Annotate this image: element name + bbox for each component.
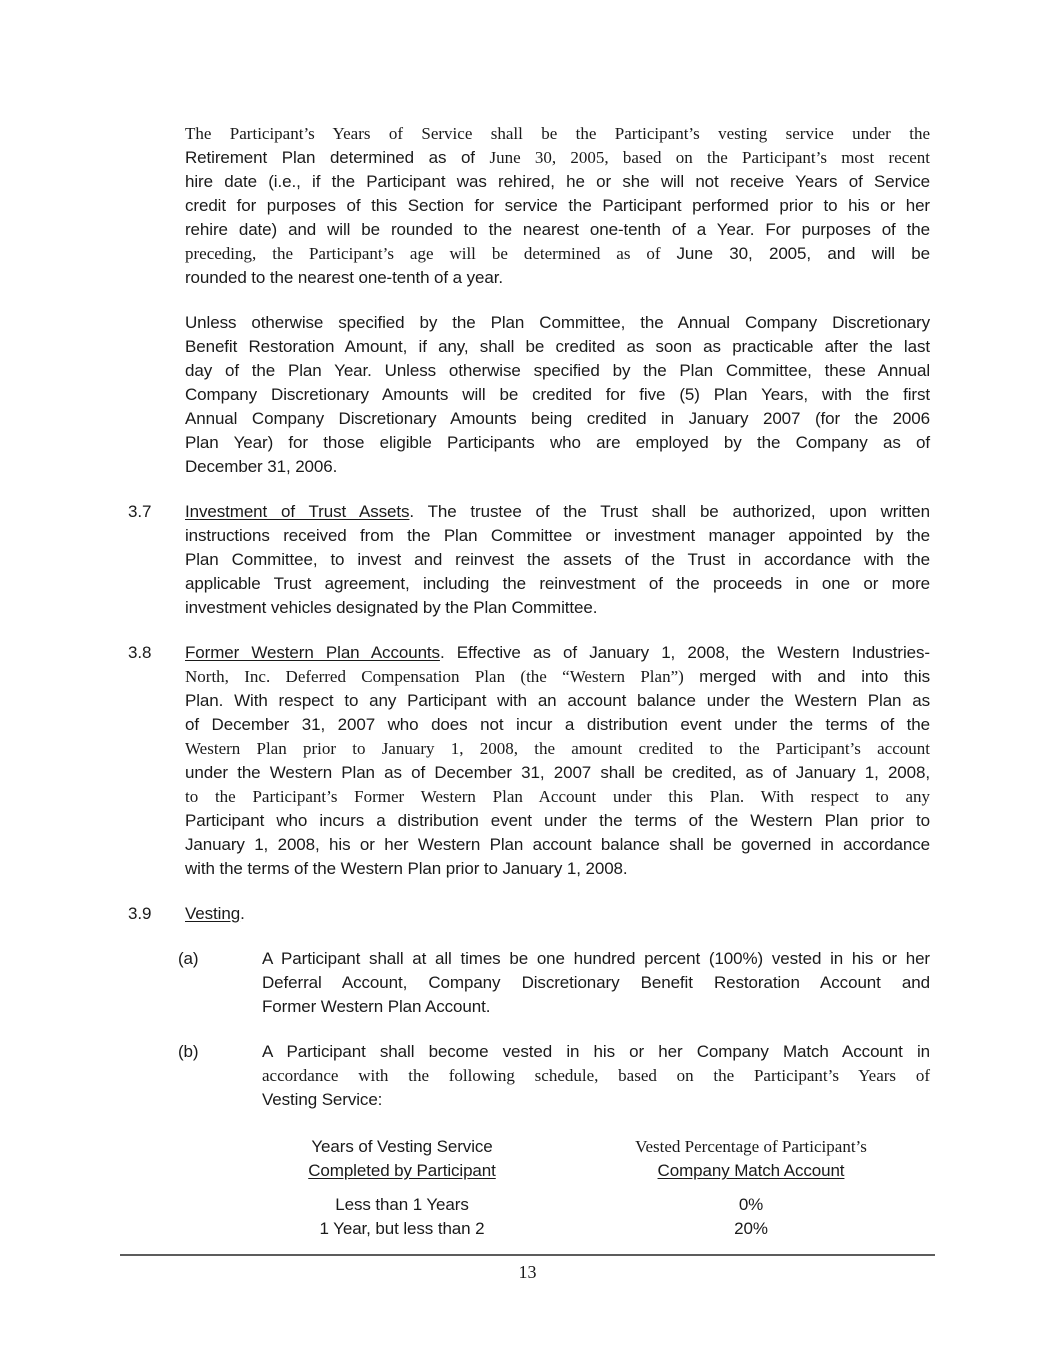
text-run: Company Discretionary Amounts will be credited for five (5) Plan Years, with the first	[185, 385, 930, 404]
table-cell: 0%	[738, 1195, 764, 1214]
text-run: January 1, 2008, his or her Western Plan account balance shall be governed in accordance	[185, 835, 930, 854]
text-line	[262, 1064, 930, 1088]
text-run: Retirement Plan determined as of	[185, 148, 490, 167]
section-3-9-vesting	[128, 902, 930, 926]
text-run: June 30, 2005, based on the Participant’s most recent	[489, 148, 931, 167]
item-3-9-a	[178, 947, 930, 1019]
item-label: (b)	[178, 1042, 199, 1061]
section-number: 3.8	[128, 643, 152, 662]
section-number: 3.7	[128, 502, 152, 521]
text-line	[185, 266, 930, 290]
underlined-heading-text: Investment of Trust Assets	[185, 502, 410, 521]
text-run: Years of Vesting Service	[311, 1137, 493, 1156]
text-line	[185, 122, 930, 146]
text-run: Western Plan prior to January 1, 2008, the amount credited to the Participant’s account	[185, 739, 930, 758]
table-cell: 20%	[734, 1219, 768, 1238]
text-line	[185, 218, 930, 242]
text-run: Annual Company Discretionary Amounts being credited in January 2007 (for the 2006	[185, 409, 930, 428]
item-label: (a)	[178, 949, 199, 968]
table-header-line	[185, 1159, 619, 1183]
text-run: North, Inc. Deferred Compensation Plan (the “Western Plan”)	[185, 667, 700, 686]
section-3-8-former-western-plan-accounts	[128, 641, 930, 881]
text-run: Vested Percentage of Participant’s	[635, 1137, 867, 1156]
para-annual-company-discretionary	[185, 311, 930, 479]
table-row	[185, 1193, 930, 1217]
table-header-row	[185, 1135, 930, 1183]
text-run: Benefit Restoration Amount, if any, shall be credited as soon as practicable after the last	[185, 337, 930, 356]
text-line	[185, 785, 930, 809]
text-line	[185, 902, 930, 926]
text-run: Deferral Account, Company Discretionary Benefit Restoration Account and	[262, 973, 930, 992]
text-run: December 31, 2006.	[185, 457, 338, 476]
table-header-cell	[619, 1135, 883, 1183]
text-line	[262, 947, 930, 971]
text-line	[185, 641, 930, 665]
text-line	[185, 383, 930, 407]
text-run: Unless otherwise specified by the Plan Committee, the Annual Company Discretionary	[185, 313, 930, 332]
text-line	[185, 335, 930, 359]
text-run: instructions received from the Plan Committee or investment manager appointed by the	[185, 526, 930, 545]
table-row	[185, 1217, 930, 1241]
section-number: 3.9	[128, 904, 152, 923]
text-line	[185, 455, 930, 479]
document-body	[128, 122, 931, 1241]
text-line	[185, 761, 930, 785]
text-run: with the terms of the Western Plan prior to January 1, 2008.	[185, 859, 628, 878]
text-run: A Participant shall become vested in his or her Company Match Account in	[262, 1042, 930, 1061]
text-line	[185, 689, 930, 713]
text-line	[185, 833, 930, 857]
text-run: accordance with the following schedule, based on the Participant’s Years of	[262, 1066, 930, 1085]
page-footer	[120, 1254, 935, 1284]
text-line	[262, 995, 930, 1019]
text-run: .	[240, 904, 245, 923]
table-header-cell	[185, 1135, 619, 1183]
table-cell: Less than 1 Years	[335, 1195, 469, 1214]
text-run: . Effective as of January 1, 2008, the Western Industries-	[439, 643, 930, 662]
text-run: Plan. With respect to any Participant with an account balance under the Western Plan as	[185, 691, 930, 710]
text-line	[262, 971, 930, 995]
text-run: of December 31, 2007 who does not incur a distribution event under the terms of the	[185, 715, 930, 734]
text-line	[185, 737, 930, 761]
text-run: Vesting Service:	[262, 1090, 383, 1109]
text-line	[185, 146, 930, 170]
text-line	[185, 809, 930, 833]
text-line	[185, 194, 930, 218]
text-line	[185, 311, 930, 335]
text-line	[262, 1088, 930, 1112]
text-line	[185, 665, 930, 689]
text-run: The Participant’s Years of Service shall be the Participant’s vesting service under the	[185, 124, 930, 143]
text-run: to the Participant’s Former Western Plan Account under this Plan. With respect to any	[185, 787, 930, 806]
para-years-of-service	[185, 122, 930, 290]
section-3-7-investment-of-trust-assets	[128, 500, 930, 620]
text-run: applicable Trust agreement, including the reinvestment of the proceeds in one or more	[185, 574, 930, 593]
text-run: June 30, 2005, and will be	[676, 244, 930, 263]
text-run: merged with and into this	[699, 667, 930, 686]
text-line	[185, 359, 930, 383]
text-run: credit for purposes of this Section for service the Participant performed prior to his or her	[185, 196, 930, 215]
underlined-heading-text: Completed by Participant	[308, 1161, 496, 1180]
table-header-line	[185, 1135, 619, 1159]
item-3-9-b	[178, 1040, 930, 1112]
text-run: Former Western Plan Account.	[262, 997, 491, 1016]
text-line	[185, 524, 930, 548]
text-run: Plan Year) for those eligible Participants who are employed by the Company as of	[185, 433, 930, 452]
text-run: under the Western Plan as of December 31, 2007 shall be credited, as of January 1, 2008,	[185, 763, 930, 782]
text-line	[185, 242, 930, 266]
text-run: investment vehicles designated by the Plan Committee.	[185, 598, 598, 617]
text-line	[185, 857, 930, 881]
text-run: rounded to the nearest one-tenth of a year.	[185, 268, 503, 287]
text-run: rehire date) and will be rounded to the nearest one-tenth of a Year. For purposes of the	[185, 220, 930, 239]
text-line	[185, 548, 930, 572]
text-line	[262, 1040, 930, 1064]
underlined-heading-text: Company Match Account	[657, 1161, 845, 1180]
text-run: hire date (i.e., if the Participant was rehired, he or she will not receive Years of Service	[185, 172, 930, 191]
underlined-heading-text: Former Western Plan Accounts	[185, 643, 440, 662]
table-cell: 1 Year, but less than 2	[319, 1219, 485, 1238]
text-line	[185, 170, 930, 194]
text-line	[185, 572, 930, 596]
table-header-line	[619, 1159, 883, 1183]
text-run: Plan Committee, to invest and reinvest the assets of the Trust in accordance with the	[185, 550, 930, 569]
text-run: preceding, the Participant’s age will be determined as of	[185, 244, 677, 263]
text-line	[185, 713, 930, 737]
text-line	[185, 500, 930, 524]
underlined-heading-text: Vesting	[185, 904, 241, 923]
text-run: A Participant shall at all times be one hundred percent (100%) vested in his or her	[262, 949, 930, 968]
vesting-schedule-table	[185, 1133, 930, 1241]
text-run: Participant who incurs a distribution event under the terms of the Western Plan prior to	[185, 811, 930, 830]
page-number: 13	[518, 1262, 537, 1282]
text-line	[185, 407, 930, 431]
text-line	[185, 596, 930, 620]
table-header-line	[619, 1135, 883, 1159]
text-run: day of the Plan Year. Unless otherwise specified by the Plan Committee, these Annual	[185, 361, 930, 380]
text-line	[185, 431, 930, 455]
text-run: . The trustee of the Trust shall be authorized, upon written	[409, 502, 930, 521]
